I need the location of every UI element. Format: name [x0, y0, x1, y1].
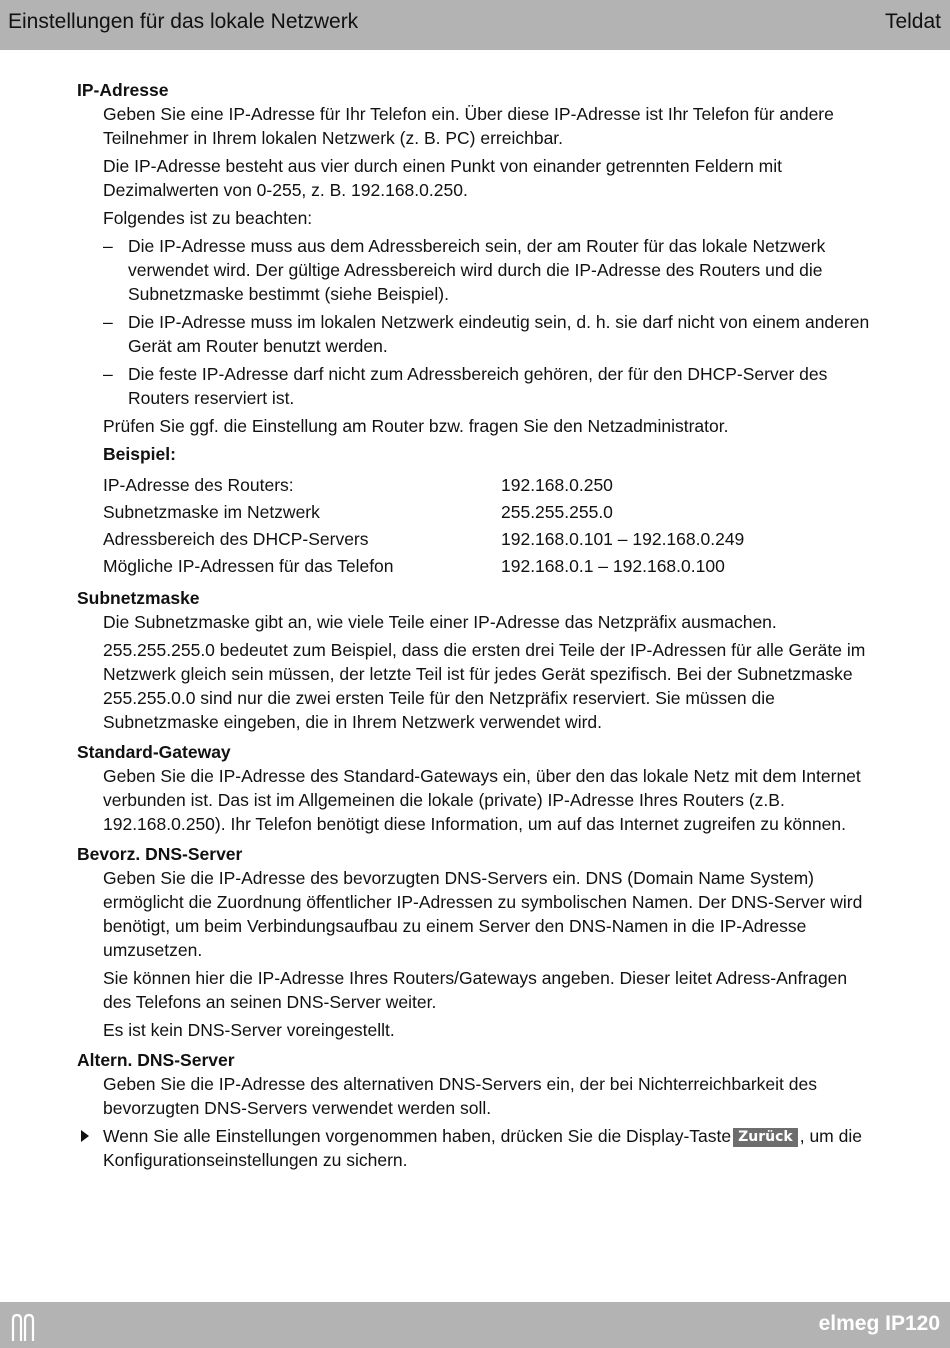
example-value: 255.255.255.0	[501, 502, 613, 522]
term-subnet-mask: Subnetzmaske	[77, 588, 200, 608]
example-label: IP-Adresse des Routers:	[103, 475, 294, 495]
example-label: Mögliche IP-Adressen für das Telefon	[103, 556, 394, 576]
page-footer	[0, 1302, 950, 1348]
action-step	[77, 1124, 877, 1172]
example-row	[77, 553, 877, 580]
example-value: 192.168.0.101 – 192.168.0.249	[501, 529, 745, 549]
example-row	[77, 526, 877, 553]
example-value: 192.168.0.250	[501, 475, 613, 495]
paragraph: 255.255.255.0 bedeutet zum Beispiel, dass die ersten drei Teile der IP-Adressen für alle Geräte im Netzwerk gleich sein müssen, der letzte Teil ist für jedes Gerät spezifisch. Bei der Subnetzmaske 255.255.0.0 sind nur die zwei ersten Teile für den Netzpräfix reserviert. Sie müssen die Subnetzmaske eingeben, die in Ihrem Netzwerk verwendet wird.	[103, 640, 866, 732]
page-title: Einstellungen für das lokale Netzwerk	[8, 10, 359, 33]
paragraph: Die Subnetzmaske gibt an, wie viele Teile einer IP-Adresse das Netzpräfix ausmachen.	[103, 612, 777, 632]
example-table	[77, 472, 877, 580]
paragraph: Es ist kein DNS-Server voreingestellt.	[103, 1020, 395, 1040]
example-row	[77, 472, 877, 499]
action-text: Wenn Sie alle Einstellungen vorgenommen haben, drücken Sie die Display-Taste	[103, 1126, 732, 1146]
example-label: Adressbereich des DHCP-Servers	[103, 529, 369, 549]
example-title: Beispiel:	[103, 444, 176, 464]
dash-icon: –	[103, 236, 113, 256]
model-name: elmeg IP120	[818, 1312, 940, 1335]
paragraph: Die IP-Adresse besteht aus vier durch einen Punkt von einander getrennten Feldern mit Dezimalwerten von 0-255, z. B. 192.168.0.250.	[103, 156, 782, 200]
paragraph: Geben Sie die IP-Adresse des Standard-Gateways ein, über den das lokale Netz mit dem Internet verbunden ist. Das ist im Allgemeinen die lokale (private) IP-Adresse Ihres Routers (z.B. 192.168.0.250). Ihr Telefon benötigt diese Information, um auf das Internet zugreifen zu können.	[103, 766, 861, 834]
example-row	[77, 499, 877, 526]
paragraph: Folgendes ist zu beachten:	[103, 208, 313, 228]
paragraph: Geben Sie eine IP-Adresse für Ihr Telefon ein. Über diese IP-Adresse ist Ihr Telefon für andere Teilnehmer in Ihrem lokalen Netzwerk (z. B. PC) erreichbar.	[103, 104, 834, 148]
teldat-logo-icon	[10, 1312, 38, 1347]
brand-name: Teldat	[884, 10, 941, 33]
example-label: Subnetzmaske im Netzwerk	[103, 502, 320, 522]
triangle-right-icon	[81, 1130, 89, 1142]
paragraph: Sie können hier die IP-Adresse Ihres Routers/Gateways angeben. Dieser leitet Adress-Anfragen des Telefons an seinen DNS-Server weiter.	[103, 968, 848, 1012]
example-value: 192.168.0.1 – 192.168.0.100	[501, 556, 725, 576]
dash-icon: –	[103, 364, 113, 384]
paragraph: Prüfen Sie ggf. die Einstellung am Router bzw. fragen Sie den Netzadministrator.	[103, 416, 729, 436]
bullet-item: – Die feste IP-Adresse darf nicht zum Adressbereich gehören, der für den DHCP-Server des Routers reserviert ist.	[103, 364, 828, 408]
term-ip-address: IP-Adresse	[77, 80, 169, 100]
display-key-zurueck: Zurück	[733, 1128, 798, 1147]
paragraph: Geben Sie die IP-Adresse des alternativen DNS-Servers ein, der bei Nichterreichbarkeit des bevorzugten DNS-Servers verwendet werden soll.	[103, 1074, 817, 1118]
bullet-item: – Die IP-Adresse muss aus dem Adressbereich sein, der am Router für das lokale Netzwerk verwendet wird. Der gültige Adressbereich wird durch die IP-Adresse des Routers und die Subnetzmaske bestimmt (siehe Beispiel).	[103, 236, 826, 304]
dash-icon: –	[103, 312, 113, 332]
bullet-item: – Die IP-Adresse muss im lokalen Netzwerk eindeutig sein, d. h. sie darf nicht von einem anderen Gerät am Router benutzt werden.	[103, 312, 870, 356]
term-standard-gateway: Standard-Gateway	[77, 742, 231, 762]
paragraph: Geben Sie die IP-Adresse des bevorzugten DNS-Servers ein. DNS (Domain Name System) ermöglicht die Zuordnung öffentlicher IP-Adressen zu symbolischen Namen. Der DNS-Server wird benötigt, um beim Verbindungsaufbau zu einem Server den DNS-Namen in die IP-Adresse umzusetzen.	[103, 868, 863, 960]
term-preferred-dns: Bevorz. DNS-Server	[77, 844, 243, 864]
term-alternative-dns: Altern. DNS-Server	[77, 1050, 235, 1070]
action-text-end: , um die Konfigurationseinstellungen zu sichern.	[103, 1126, 862, 1170]
page-header	[0, 0, 950, 50]
document-body	[77, 78, 877, 1172]
